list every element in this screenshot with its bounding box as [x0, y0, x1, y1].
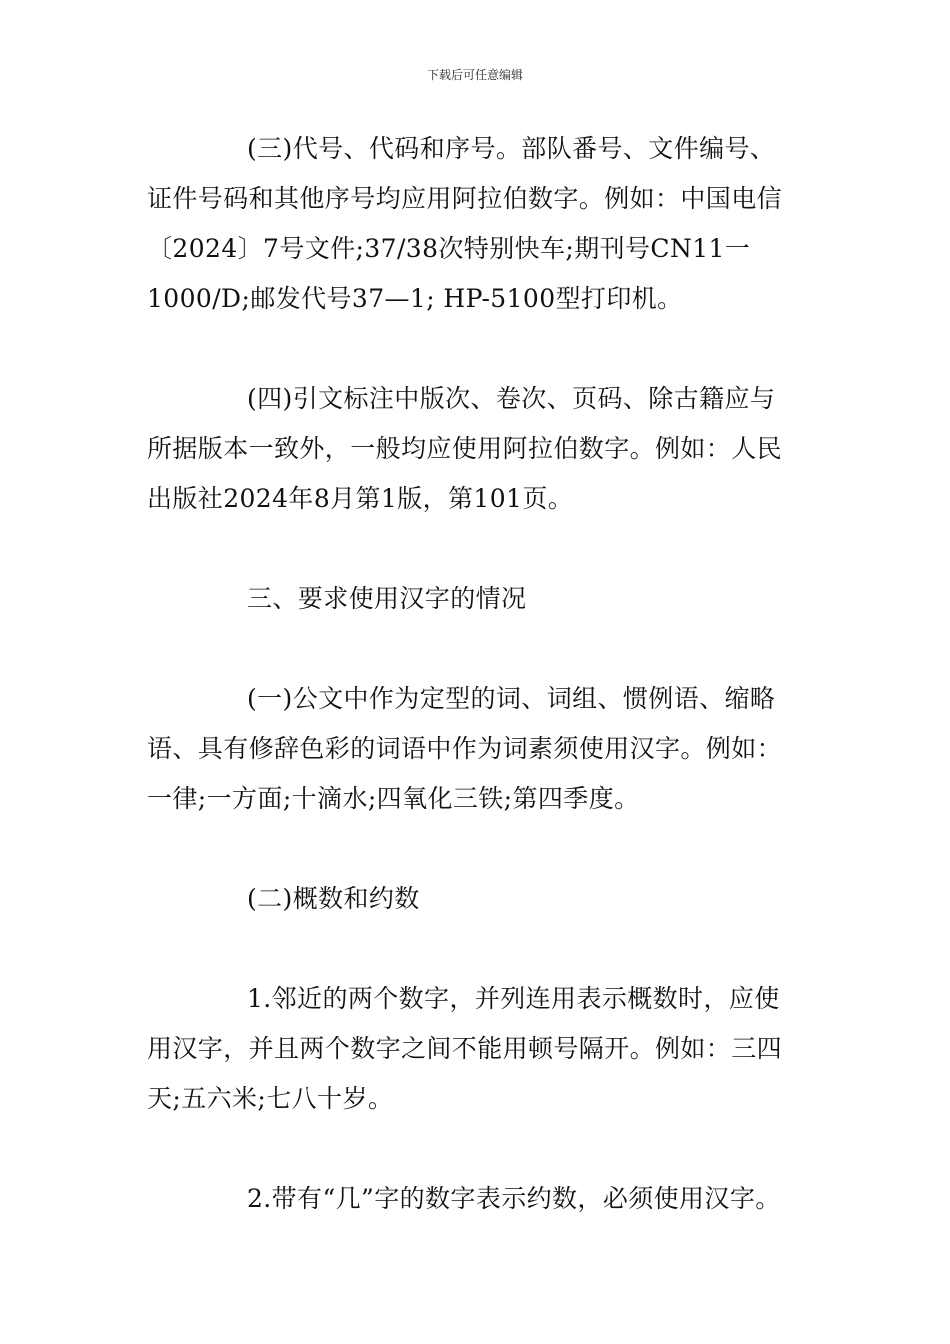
paragraph-codes-numbers [147, 124, 827, 324]
paragraph-line: (四)引文标注中版次、卷次、页码、除古籍应与 [247, 384, 776, 413]
paragraph-line: 证件号码和其他序号均应用阿拉伯数字。例如：中国电信 [147, 184, 783, 213]
paragraph-citation [147, 374, 827, 524]
document-body [147, 124, 827, 1224]
paragraph-item-2 [147, 1174, 827, 1224]
paragraph-line: 天;五六米;七八十岁。 [147, 1084, 394, 1113]
paragraph-line: (一)公文中作为定型的词、词组、惯例语、缩略 [247, 684, 776, 713]
paragraph-line: 1.邻近的两个数字，并列连用表示概数时，应使 [247, 984, 780, 1013]
paragraph-line: 〔2024〕7号文件;37/38次特别快车;期刊号CN11一 [147, 234, 751, 263]
heading-line: 三、要求使用汉字的情况 [247, 584, 527, 613]
paragraph-line: 用汉字，并且两个数字之间不能用顿号隔开。例如：三四 [147, 1034, 783, 1063]
page-header: 下载后可任意编辑 [426, 68, 523, 82]
paragraph-line: 语、具有修辞色彩的词语中作为词素须使用汉字。例如： [147, 734, 783, 763]
paragraph-line: 1000/D;邮发代号37—1; HP-5100型打印机。 [147, 284, 683, 313]
paragraph-item-1 [147, 974, 827, 1124]
subheading-approximate [147, 874, 827, 924]
paragraph-line: 一律;一方面;十滴水;四氧化三铁;第四季度。 [147, 784, 640, 813]
paragraph-line: 出版社2024年8月第1版，第101页。 [147, 484, 574, 513]
paragraph-line: 所据版本一致外，一般均应使用阿拉伯数字。例如：人民 [147, 434, 783, 463]
heading-line: (二)概数和约数 [247, 884, 420, 913]
paragraph-line: (三)代号、代码和序号。部队番号、文件编号、 [247, 134, 776, 163]
paragraph-line: 2.带有“几”字的数字表示约数，必须使用汉字。 [247, 1184, 781, 1213]
paragraph-fixed-words [147, 674, 827, 824]
section-heading [147, 574, 827, 624]
